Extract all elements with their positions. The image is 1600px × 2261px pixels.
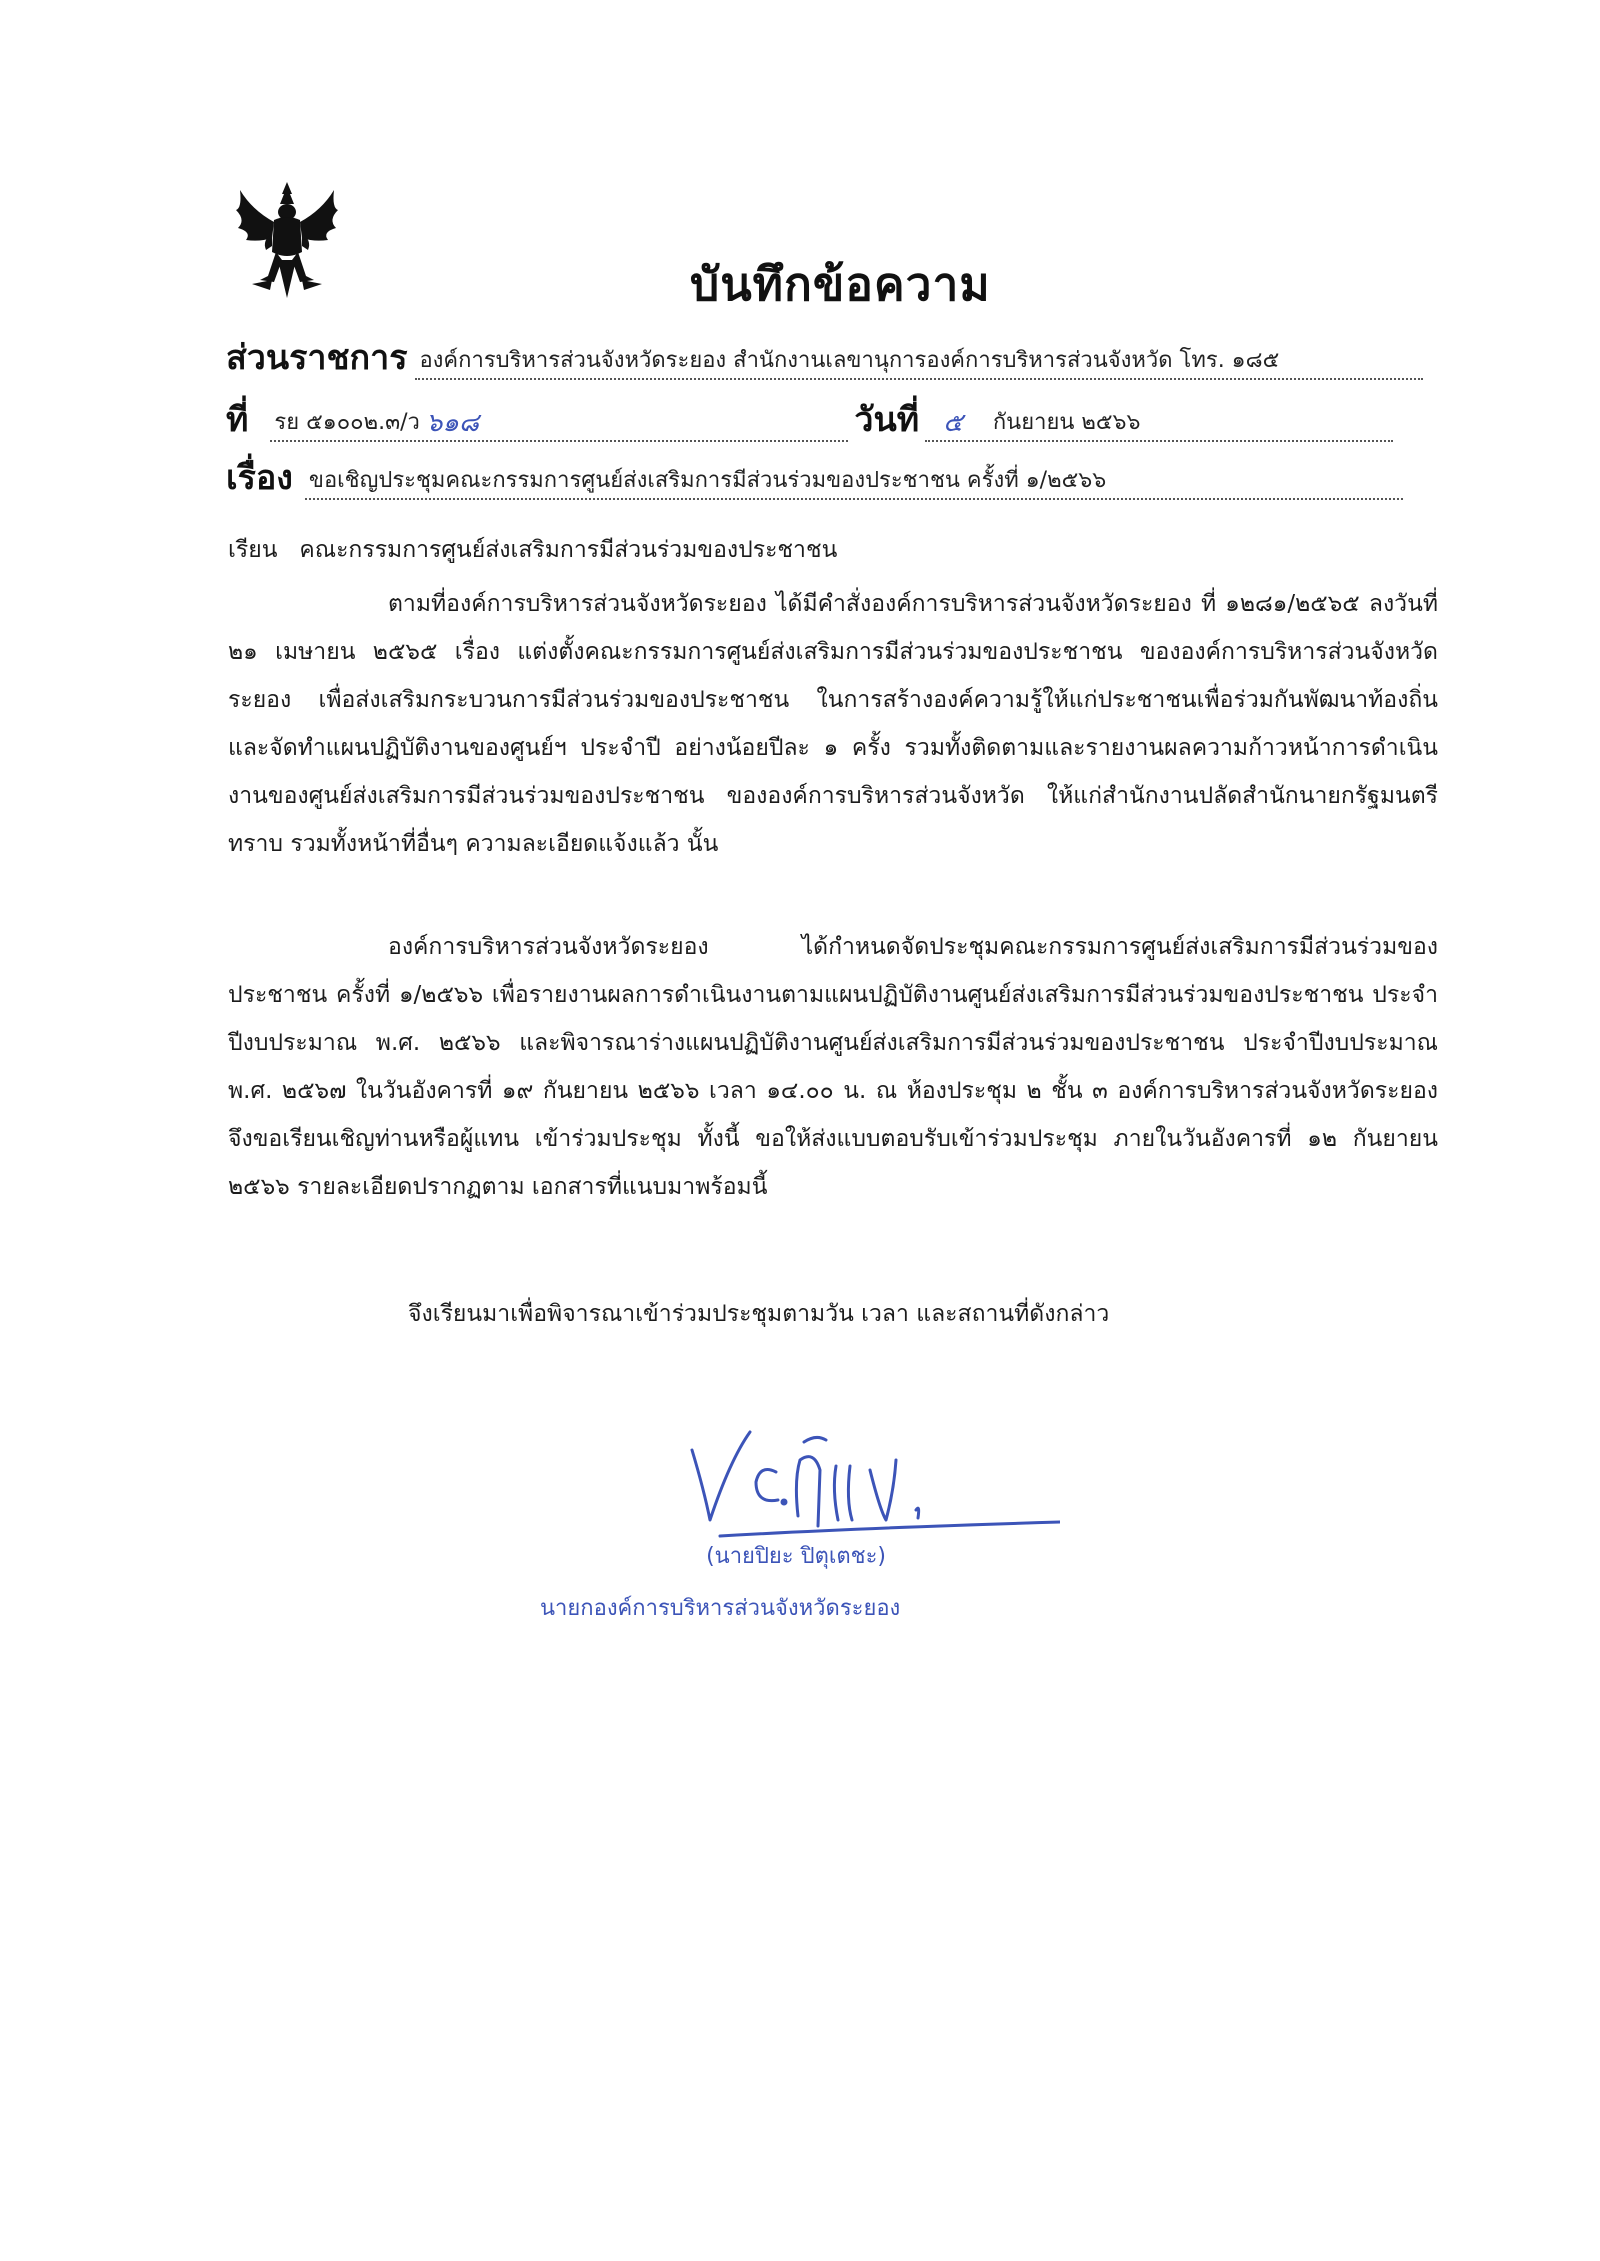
agency-row [226,330,1423,380]
reference-number-handwritten: ๖๑๘ [425,408,479,438]
document-title: บันทึกข้อความ [690,257,991,311]
date-label: วันที่ [854,400,920,440]
paragraph-2: องค์การบริหารส่วนจังหวัดระยอง ได้กำหนดจัดประชุมคณะกรรมการศูนย์ส่งเสริมการมีส่วนร่วมของประชาชน ครั้งที่ ๑/๒๕๖๖ เพื่อรายงานผลการดำเนินงานตามแผนปฏิบัติงานศูนย์ส่งเสริมการมีส่วนร่วมของประชาชน ประจำปีงบประมาณ พ.ศ. ๒๕๖๖ และพิจารณาร่างแผนปฏิบัติงานศูนย์ส่งเสริมการมีส่วนร่วมของประชาชน ประจำปีงบประมาณ พ.ศ. ๒๕๖๗ ในวันอังคารที่ ๑๙ กันยายน ๒๕๖๖ เวลา ๑๔.๐๐ น. ณ ห้องประชุม ๒ ชั้น ๓ องค์การบริหารส่วนจังหวัดระยอง จึงขอเรียนเชิญท่านหรือผู้แทน เข้าร่วมประชุม ทั้งนี้ ขอให้ส่งแบบตอบรับเข้าร่วมประชุม ภายในวันอังคารที่ ๑๒ กันยายน ๒๕๖๖ รายละเอียดปรากฏตาม เอกสารที่แนบมาพร้อมนี้ [228,934,1438,1200]
subject-label: เรื่อง [226,458,293,498]
agency-label: ส่วนราชการ [226,338,408,378]
reference-number-printed: รย ๕๑๐๐๒.๓/ว [274,410,420,435]
date-value [925,406,1393,442]
signer-name [0,1538,1000,1573]
handwritten-signature [680,1420,1060,1540]
date-month-year: กันยายน ๒๕๖๖ [992,410,1141,435]
signer-name-text: (นายปิยะ ปิตุเตชะ) [706,1544,886,1569]
reference-value [270,406,848,442]
reference-row [226,392,1393,442]
garuda-emblem [232,180,342,300]
closing-line: จึงเรียนมาเพื่อพิจารณาเข้าร่วมประชุมตามวัน เวลา และสถานที่ดังกล่าว [408,1301,1110,1327]
date-day-handwritten: ๕ [943,408,963,438]
subject-row [226,450,1403,500]
salutation: เรียน คณะกรรมการศูนย์ส่งเสริมการมีส่วนร่วมของประชาชน [228,537,838,563]
agency-value: องค์การบริหารส่วนจังหวัดระยอง สำนักงานเลขานุการองค์การบริหารส่วนจังหวัด โทร. ๑๘๕ [415,344,1423,380]
subject-value: ขอเชิญประชุมคณะกรรมการศูนย์ส่งเสริมการมีส่วนร่วมของประชาชน ครั้งที่ ๑/๒๕๖๖ [305,464,1403,500]
paragraph-1: ตามที่องค์การบริหารส่วนจังหวัดระยอง ได้มีคำสั่งองค์การบริหารส่วนจังหวัดระยอง ที่ ๑๒๘๑/๒๕๖๕ ลงวันที่ ๒๑ เมษายน ๒๕๖๕ เรื่อง แต่งตั้งคณะกรรมการศูนย์ส่งเสริมการมีส่วนร่วมของประชาชน ขององค์การบริหารส่วนจังหวัดระยอง เพื่อส่งเสริมกระบวนการมีส่วนร่วมของประชาชน ในการสร้างองค์ความรู้ให้แก่ประชาชนเพื่อร่วมกันพัฒนาท้องถิ่น และจัดทำแผนปฏิบัติงานของศูนย์ฯ ประจำปี อย่างน้อยปีละ ๑ ครั้ง รวมทั้งติดตามและรายงานผลความก้าวหน้าการดำเนินงานของศูนย์ส่งเสริมการมีส่วนร่วมของประชาชน ขององค์การบริหารส่วนจังหวัด ให้แก่สำนักงานปลัดสำนักนายกรัฐมนตรี ทราบ รวมทั้งหน้าที่อื่นๆ ความละเอียดแจ้งแล้ว นั้น [228,591,1438,857]
signer-position: นายกองค์การบริหารส่วนจังหวัดระยอง [540,1596,901,1621]
reference-label: ที่ [226,400,249,440]
